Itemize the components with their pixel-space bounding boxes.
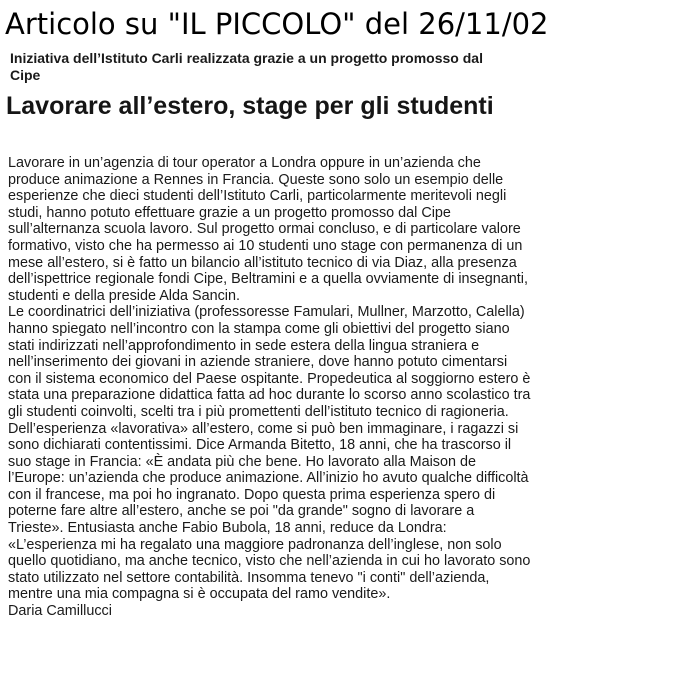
- kicker-line: Iniziativa dell’Istituto Carli realizzata grazie a un progetto promosso dal: [10, 50, 483, 66]
- body-line: studi, hanno potuto effettuare grazie a un progetto promosso dal Cipe: [8, 204, 451, 221]
- body-line: quello quotidiano, ma anche tecnico, visto che nell’azienda in cui ho lavorato sono: [8, 553, 531, 570]
- body-line: Le coordinatrici dell’iniziativa (professoresse Famulari, Mullner, Marzotto, Calella): [8, 304, 525, 321]
- body-line: con il sistema economico del Paese ospitante. Propedeutica al soggiorno estero è: [8, 370, 531, 387]
- article-body: [8, 155, 688, 620]
- body-line: hanno spiegato nell’incontro con la stampa come gli obiettivi del progetto siano: [8, 320, 510, 337]
- body-line: stati indirizzati nell’approfondimento in sede estera della lingua straniera e: [8, 337, 480, 354]
- body-line: mese all’estero, si è fatto un bilancio all’istituto tecnico di via Diaz, alla presenza: [8, 254, 517, 271]
- body-line: Dell’esperienza «lavorativa» all’estero, come si può ben immaginare, i ragazzi si: [8, 420, 519, 437]
- article-kicker: [10, 50, 610, 84]
- body-line: studenti e della preside Alda Sancin.: [8, 287, 241, 304]
- body-line: Trieste». Entusiasta anche Fabio Bubola, 18 anni, reduce da Londra:: [8, 520, 447, 537]
- body-line: sono dichiarati contentissimi. Dice Armanda Bitetto, 18 anni, che ha trascorso il: [8, 437, 512, 454]
- body-line: con il francese, ma poi ho ingranato. Dopo questa prima esperienza spero di: [8, 486, 496, 503]
- article-source-heading: Articolo su "IL PICCOLO" del 26/11/02: [5, 7, 549, 41]
- kicker-line: Cipe: [10, 67, 41, 83]
- article-headline: Lavorare all’estero, stage per gli studenti: [6, 92, 494, 120]
- body-line: l’Europe: un’azienda che produce animazione. All’inizio ho avuto qualche difficoltà: [8, 470, 529, 487]
- body-line: gli studenti coinvolti, scelti tra i più promettenti dell’istituto tecnico di ragioneria.: [8, 403, 509, 420]
- author-signature: Daria Camillucci: [8, 603, 112, 620]
- body-line: formativo, visto che ha permesso ai 10 studenti uno stage con permanenza di un: [8, 237, 523, 254]
- body-line: sull’alternanza scuola lavoro. Sul progetto ormai concluso, e di particolare valore: [8, 221, 521, 238]
- body-line: produce animazione a Rennes in Francia. Queste sono solo un esempio delle: [8, 171, 504, 188]
- body-line: suo stage in Francia: «È andata più che bene. Ho lavorato alla Maison de: [8, 453, 476, 470]
- body-line: stato utilizzato nel settore contabilità. Insomma tenevo "i conti" dell’azienda,: [8, 569, 490, 586]
- body-line: stata una preparazione didattica fatta ad hoc durante lo scorso anno scolastico tra: [8, 387, 531, 404]
- body-line: «L’esperienza mi ha regalato una maggiore padronanza dell’inglese, non solo: [8, 536, 502, 553]
- body-line: poterne fare altre all’estero, anche se poi "da grande" sogno di lavorare a: [8, 503, 475, 520]
- body-line: mentre una mia compagna si è occupata del ramo vendite».: [8, 586, 391, 603]
- body-line: Lavorare in un’agenzia di tour operator a Londra oppure in un’azienda che: [8, 155, 481, 171]
- body-line: nell’inserimento dei giovani in aziende straniere, dove hanno potuto cimentarsi: [8, 354, 508, 371]
- body-line: esperienze che dieci studenti dell’Istituto Carli, particolarmente meritevoli negli: [8, 188, 507, 205]
- body-line: dell’ispettrice regionale fondi Cipe, Beltramini e a quella ovviamente di insegnanti,: [8, 271, 528, 288]
